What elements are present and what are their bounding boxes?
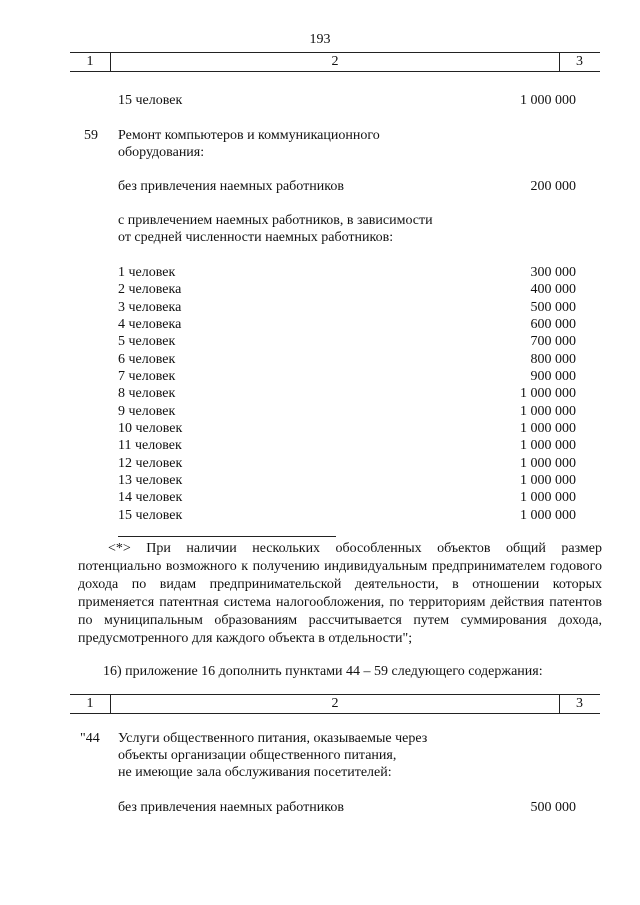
row-label: 11 человек bbox=[118, 438, 182, 454]
row-value: 700 000 bbox=[530, 334, 576, 350]
table-row bbox=[0, 472, 640, 489]
row-label: 8 человек bbox=[118, 386, 176, 402]
table-row bbox=[0, 489, 640, 506]
table-row bbox=[0, 403, 640, 420]
item-59-title-line2: оборудования: bbox=[118, 145, 205, 160]
header-col-1: 1 bbox=[86, 54, 94, 69]
item-59-with-workers-line1: с привлечением наемных работников, в зависимости bbox=[118, 213, 433, 228]
item-16-text: 16) приложение 16 дополнить пунктами 44 – 59 следующего содержания: bbox=[103, 664, 543, 679]
row-label: 14 человек bbox=[118, 490, 183, 506]
header2-col-3: 3 bbox=[576, 696, 583, 711]
table-header-2 bbox=[70, 694, 600, 714]
header2-col-2: 2 bbox=[110, 695, 560, 713]
table-row bbox=[0, 281, 640, 298]
table-row bbox=[0, 299, 640, 316]
page-number: 193 bbox=[309, 32, 331, 47]
table-row bbox=[0, 420, 640, 437]
row-value: 1 000 000 bbox=[520, 455, 576, 471]
row-value: 800 000 bbox=[530, 351, 576, 367]
item-44-no-workers-label: без привлечения наемных работников bbox=[118, 800, 344, 815]
item-59-with-workers-line2: от средней численности наемных работников: bbox=[118, 230, 394, 245]
table-header bbox=[70, 52, 600, 72]
table-row bbox=[0, 455, 640, 472]
table-row bbox=[0, 368, 640, 385]
row-label: 5 человек bbox=[118, 334, 176, 350]
row-value: 1 000 000 bbox=[520, 386, 576, 402]
row-value: 1 000 000 bbox=[520, 403, 576, 419]
footnote-text: <*> При наличии нескольких обособленных объектов общий размер потенциально возможного к получению индивидуальным предпринимателем годового дохода по видам предпринимательской деятельности, в отношении которых применяется патентная система налогообложения, по территориям действия патентов по муниципальным образованиям рассчитывается путем суммирования дохода, предусмотренного для каждого объекта в отдельности"; bbox=[78, 541, 602, 646]
table-row bbox=[0, 385, 640, 402]
workers-table bbox=[0, 264, 640, 524]
row-label: 15 человек bbox=[118, 507, 183, 523]
row-label: 13 человек bbox=[118, 472, 183, 488]
top-row-label: 15 человек bbox=[118, 93, 183, 108]
row-value: 1 000 000 bbox=[520, 490, 576, 506]
row-value: 600 000 bbox=[530, 316, 576, 332]
header2-col-1: 1 bbox=[86, 696, 94, 711]
item-44-line1: Услуги общественного питания, оказываемые через bbox=[118, 731, 428, 746]
header-col-2: 2 bbox=[110, 53, 560, 71]
item-59-number: 59 bbox=[84, 128, 98, 143]
table-row bbox=[0, 333, 640, 350]
footnote bbox=[78, 540, 602, 648]
row-value: 1 000 000 bbox=[520, 507, 576, 523]
item-59-no-workers-value: 200 000 bbox=[530, 179, 576, 194]
row-value: 400 000 bbox=[530, 282, 576, 298]
item-44-line2: объекты организации общественного питания, bbox=[118, 748, 397, 763]
header-col-3: 3 bbox=[576, 54, 583, 69]
row-value: 900 000 bbox=[530, 368, 576, 384]
row-value: 1 000 000 bbox=[520, 420, 576, 436]
table-row bbox=[0, 437, 640, 454]
item-44-no-workers-value: 500 000 bbox=[530, 800, 576, 815]
item-59-no-workers-label: без привлечения наемных работников bbox=[118, 179, 344, 194]
row-label: 7 человек bbox=[118, 368, 176, 384]
table-row bbox=[0, 264, 640, 281]
item-44-line3: не имеющие зала обслуживания посетителей: bbox=[118, 765, 392, 780]
row-label: 6 человек bbox=[118, 351, 176, 367]
row-label: 10 человек bbox=[118, 420, 183, 436]
row-value: 1 000 000 bbox=[520, 472, 576, 488]
row-value: 500 000 bbox=[530, 299, 576, 315]
table-row bbox=[0, 316, 640, 333]
table-row bbox=[0, 507, 640, 524]
row-value: 300 000 bbox=[530, 265, 576, 280]
row-label: 3 человека bbox=[118, 299, 182, 315]
footnote-divider bbox=[118, 536, 336, 537]
item-44-number: "44 bbox=[80, 731, 100, 746]
row-value: 1 000 000 bbox=[520, 438, 576, 454]
top-row-value: 1 000 000 bbox=[520, 93, 576, 108]
row-label: 1 человек bbox=[118, 265, 176, 280]
table-row bbox=[0, 351, 640, 368]
row-label: 4 человека bbox=[118, 316, 182, 332]
row-label: 12 человек bbox=[118, 455, 183, 471]
row-label: 2 человека bbox=[118, 282, 182, 298]
row-label: 9 человек bbox=[118, 403, 176, 419]
item-59-title-line1: Ремонт компьютеров и коммуникационного bbox=[118, 128, 380, 143]
